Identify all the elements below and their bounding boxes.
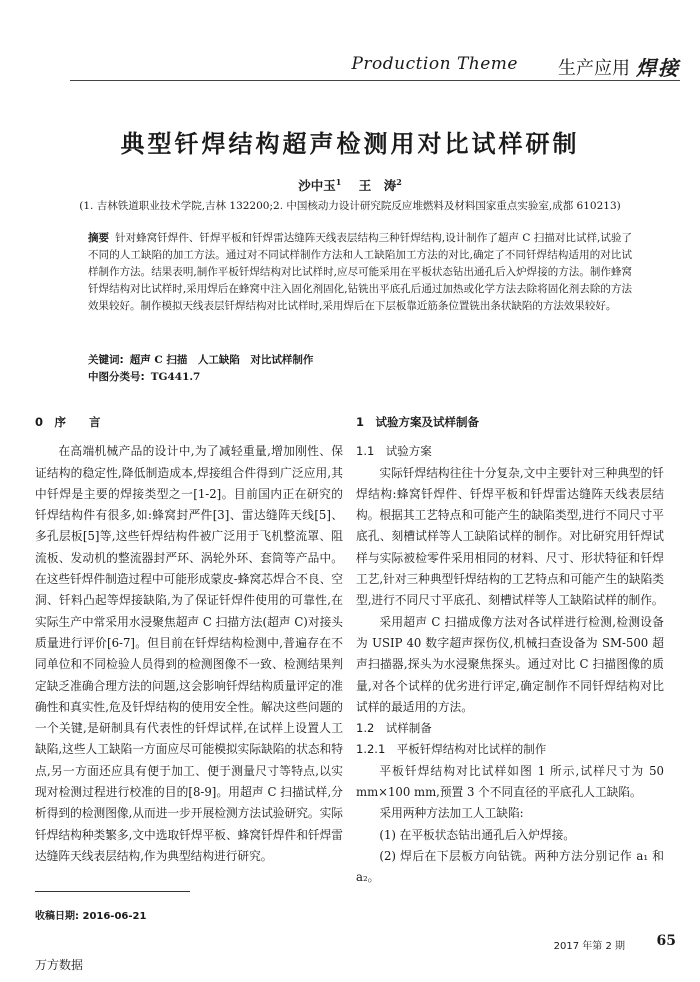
keywords-label: 关键词: [88,354,124,366]
subsubsection-heading: 1.2.1 平板钎焊结构对比试样的制作 [356,742,547,757]
keywords-block [88,352,632,386]
issue-info: 2017 年第 2 期 [553,941,625,952]
author-name: 王 涛 [358,178,397,193]
body-paragraph: (1) 在平板状态钻出通孔后入炉焊接。 [379,827,575,842]
abstract-text: 针对蜂窝钎焊件、钎焊平板和钎焊雷达缝阵天线表层结构三种钎焊结构,设计制作了超声 C 扫描对比试样,试验了不同的人工缺陷的加工方法。通过对不同试样制作方法和人工缺陷加工方法的对比,确定了不同钎焊结构适用的对比试样制作方法。结果表明,制作平板钎焊结构对比试样时,应尽可能采用在平板状态钻出通孔后入炉焊接的方法。制作蜂窝钎焊结构对比试样时,采用焊后在蜂窝中注入固化剂固化,钻铣出平底孔后通过加热或化学方法去除将固化剂去除的方法效果较好。制作模拟天线表层钎焊结构对比试样时,采用焊后在下层板靠近筋条位置铣出条状缺陷的方法效果较好。 [88,232,633,312]
body-paragraph: 在高端机械产品的设计中,为了减轻重量,增加刚性、保证结构的稳定性,降低制造成本,焊接组合件得到广泛应用,其中钎焊是主要的焊接类型之一[1-2]。目前国内正在研究的钎焊结构件有很多,如:蜂窝封严件[3]、雷达缝阵天线[5]、多孔层板[5]等,这些钎焊结构件被广泛用于飞机整流罩、阻流板、发动机的整流器封严环、涡轮外环、套筒等产品中。在这些钎焊件制造过程中可能形成蒙皮-蜂窝芯焊合不良、空洞、钎料凸起等焊接缺陷,为了保证钎焊件使用的可靠性,在实际生产中常采用水浸聚焦超声 C 扫描方法(超声 C)对接头质量进行评价[6-7]。但目前在钎焊结构检测中,普遍存在不同单位和不同检验人员得到的检测图像不一致、检测结果判定缺乏准确合理方法的问题,这会影响钎焊结构质量评定的准确性和真实性,危及钎焊结构的使用安全性。解决这些问题的一个关键,是研制具有代表性的钎焊试样,在试样上设置人工缺陷,这些人工缺陷一方面应尽可能模拟实际缺陷的状态和特点,另一方面还应具有便于加工、便于测量尺寸等特点,以实现对检测过程进行校准的目的[8-9]。用超声 C 扫描试样,分析得到的检测图像,从而进一步开展检测方法试验研究。实际钎焊结构种类繁多,文中选取钎焊平板、蜂窝钎焊件和钎焊雷达缝阵天线表层结构,作为典型结构进行研究。 [35,444,343,863]
right-column [356,412,664,889]
abstract [88,230,632,315]
left-column [35,412,343,867]
section-heading: 1 试验方案及试样制备 [356,415,480,429]
header-chinese: 生产应用 [558,58,630,79]
subsection-heading: 1.1 试验方案 [356,444,432,459]
header-rule [70,80,680,81]
author-sup: 1 [335,176,342,187]
abstract-label: 摘要 [88,232,110,244]
affiliation: (1. 吉林铁道职业技术学院,吉林 132200;2. 中国核动力设计研究院反应堆燃料及材料国家重点实验室,成都 610213) [79,200,621,212]
section-heading: 0 序 言 [35,415,101,429]
header-english: Production Theme [351,54,518,74]
authors [0,176,700,194]
footnote: 收稿日期: 2016-06-21 [35,911,147,922]
author-sup: 2 [396,176,402,187]
footnote-rule [35,891,190,892]
page-number: 65 [656,933,676,949]
body-paragraph: 平板钎焊结构对比试样如图 1 所示,试样尺寸为 50 mm×100 mm,预置 3 个不同直径的平底孔人工缺陷。 [356,763,664,800]
body-paragraph: 采用两种方法加工人工缺陷: [379,806,524,821]
header-calligraphy: 焊接 [636,56,680,80]
keywords-text: 超声 C 扫描 人工缺陷 对比试样制作 [129,354,314,366]
watermark: 万方数据 [35,958,84,972]
body-paragraph: 实际钎焊结构往往十分复杂,文中主要针对三种典型的钎焊结构:蜂窝钎焊件、钎焊平板和钎焊雷达缝阵天线表层结构。根据其工艺特点和可能产生的缺陷类型,进行不同尺寸平底孔、刻槽试样等人工缺陷试样的制作。对比研究用钎焊试样与实际被检零件采用相同的材料、尺寸、形状特征和钎焊工艺,针对三种典型钎焊结构的工艺特点和可能产生的缺陷类型,进行不同尺寸平底孔、刻槽试样等人工缺陷试样的制作。 [356,465,664,608]
author-name: 沙中玉 [298,178,336,193]
body-paragraph: 采用超声 C 扫描成像方法对各试样进行检测,检测设备为 USIP 40 数字超声探伤仪,机械扫查设备为 SM-500 超声扫描器,探头为水浸聚焦探头。通过对比 C 扫描图像的质量,对各个试样的优劣进行评定,确定制作不同钎焊结构对比试样的最适用的方法。 [356,614,664,714]
subsection-heading: 1.2 试样制备 [356,721,432,736]
paper-title: 典型钎焊结构超声检测用对比试样研制 [120,130,580,158]
body-paragraph: (2) 焊后在下层板方向钻铣。两种方法分别记作 a₁ 和 a₂。 [356,848,664,885]
classification-text: TG441.7 [150,371,201,383]
classification-label: 中图分类号: [88,371,145,383]
